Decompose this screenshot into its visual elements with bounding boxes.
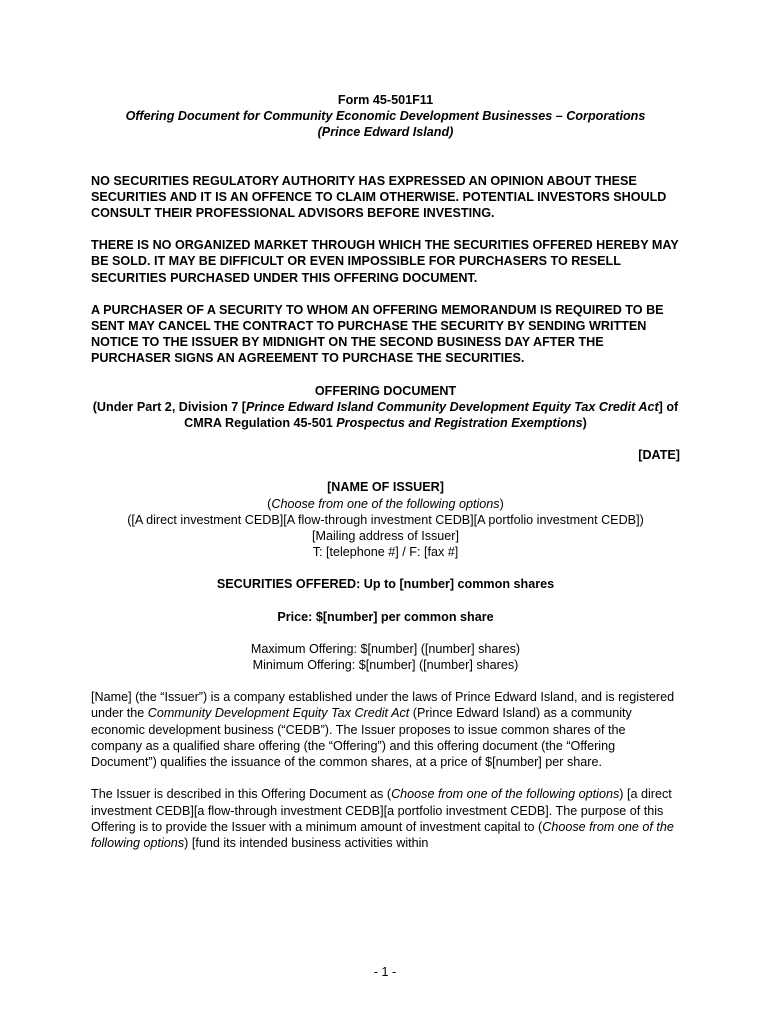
maximum-offering: Maximum Offering: $[number] ([number] shares) bbox=[250, 641, 521, 656]
securities-offered: SECURITIES OFFERED: Up to [number] common shares bbox=[216, 577, 555, 592]
warning-cancel-right: A PURCHASER OF A SECURITY TO WHOM AN OFFERING MEMORANDUM IS REQUIRED TO BE SENT MAY CANCEL THE CONTRACT TO PURCHASE THE SECURITY BY SENDING WRITTEN NOTICE TO THE ISSUER BY MIDNIGHT ON THE SECOND BUSINESS DAY AFTER THE PURCHASER SIGNS AN AGREEMENT TO PURCHASE THE SECURITIES. bbox=[91, 302, 664, 366]
offering-statute: (Under Part 2, Division 7 [Prince Edward Island Community Development Equity Tax Credit Act] of CMRA Regulation 45-501 Prospectus and Registration Exemptions) bbox=[92, 399, 679, 431]
warning-no-market: THERE IS NO ORGANIZED MARKET THROUGH WHICH THE SECURITIES OFFERED HEREBY MAY BE SOLD. IT MAY BE DIFFICULT OR EVEN IMPOSSIBLE FOR PURCHASERS TO RESELL SECURITIES PURCHASED UNDER THIS OFFERING DOCUMENT. bbox=[91, 238, 679, 285]
regulation-name: Prospectus and Registration Exemptions bbox=[336, 416, 583, 431]
offering-purpose-paragraph: The Issuer is described in this Offering Document as (Choose from one of the following options) [a direct investment CEDB][a flow-through investment CEDB][a portfolio investment CEDB]. The purpose of this Offering is to provide the Issuer with a minimum amount of investment capital to (Choose from one of the following options) [fund its intended business activities within bbox=[91, 787, 674, 850]
act-name: Prince Edward Island Community Development Equity Tax Credit Act bbox=[246, 399, 659, 414]
form-number: Form 45-501F11 bbox=[337, 93, 434, 107]
page-number: - 1 - bbox=[373, 965, 397, 979]
form-province: (Prince Edward Island) bbox=[317, 125, 454, 140]
issuer-choose-note: (Choose from one of the following options) bbox=[267, 496, 504, 511]
document-date: [DATE] bbox=[638, 448, 680, 463]
issuer-name: [NAME OF ISSUER] bbox=[327, 480, 444, 495]
issuer-description-paragraph: [Name] (the “Issuer”) is a company established under the laws of Prince Edward Island, and is registered under the Community Development Equity Tax Credit Act (Prince Edward Island) as a community economic development business (“CEDB”). The Issuer proposes to issue common shares of the company as a qualified share offering (the “Offering”) and this offering document (the “Offering Document”) qualifies the issuance of the common shares, at a price of $[number] per share. bbox=[91, 690, 675, 770]
price-per-share: Price: $[number] per common share bbox=[277, 609, 494, 624]
form-subtitle: Offering Document for Community Economic Development Businesses – Corporations bbox=[125, 109, 646, 124]
issuer-address: [Mailing address of Issuer] bbox=[312, 529, 459, 544]
issuer-options: ([A direct investment CEDB][A flow-through investment CEDB][A portfolio investment CEDB]) bbox=[127, 512, 644, 527]
warning-no-opinion: NO SECURITIES REGULATORY AUTHORITY HAS EXPRESSED AN OPINION ABOUT THESE SECURITIES AND IT IS AN OFFENCE TO CLAIM OTHERWISE. POTENTIAL INVESTORS SHOULD CONSULT THEIR PROFESSIONAL ADVISORS BEFORE INVESTING. bbox=[91, 173, 667, 221]
minimum-offering: Minimum Offering: $[number] ([number] shares) bbox=[252, 658, 519, 673]
issuer-block bbox=[91, 479, 680, 560]
offering-heading: OFFERING DOCUMENT bbox=[314, 383, 457, 398]
form-header bbox=[91, 92, 680, 141]
issuer-contact: T: [telephone #] / F: [fax #] bbox=[312, 545, 459, 560]
